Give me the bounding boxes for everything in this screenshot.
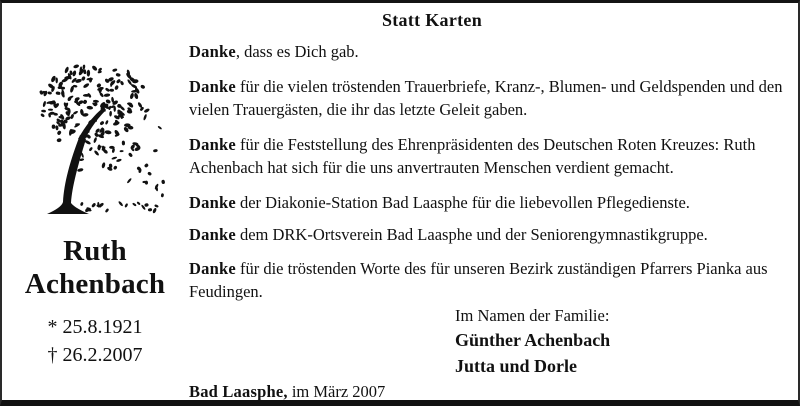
thanks-lead-word: Danke (189, 225, 236, 244)
thanks-paragraph (189, 40, 795, 63)
thanks-text: für die tröstenden Worte des für unseren Bezirk zuständigen Pfarrers Pianka aus Feudingen. (189, 259, 768, 301)
thanks-paragraph (189, 257, 795, 303)
thanks-text: dem DRK-Ortsverein Bad Laasphe und der Seniorengymnastikgruppe. (235, 225, 708, 244)
thanks-paragraph (189, 191, 795, 214)
deceased-last-name: Achenbach (24, 268, 166, 300)
tree-illustration (18, 51, 170, 217)
deceased-first-name: Ruth (63, 235, 127, 267)
thanks-lead-word: Danke (189, 42, 236, 61)
memorial-column (2, 3, 188, 400)
thanks-lead-word: Danke (189, 135, 236, 154)
life-dates (2, 313, 188, 369)
deceased-name (2, 235, 188, 301)
date-text: im März 2007 (287, 382, 386, 401)
family-signature-block (455, 304, 795, 379)
thanks-text: der Diakonie-Station Bad Laasphe für die liebevollen Pflegedienste. (235, 193, 690, 212)
thanks-paragraph (189, 75, 795, 121)
thanks-lead-word: Danke (189, 77, 236, 96)
birth-date: * 25.8.1921 (47, 316, 143, 338)
place-name: Bad Laasphe, (189, 382, 288, 401)
family-intro: Im Namen der Familie: (455, 306, 610, 325)
thanks-column (189, 40, 795, 402)
family-member-name: Jutta und Dorle (455, 356, 578, 376)
thanks-lead-word: Danke (189, 259, 236, 278)
family-member-name: Günther Achenbach (455, 330, 611, 350)
death-date: † 26.2.2007 (47, 344, 143, 366)
thanks-text: für die Feststellung des Ehrenpräsidenten des Deutschen Roten Kreuzes: Ruth Achenbach hat sich für die uns anvertrauten Menschen verdient gemacht. (189, 135, 756, 177)
place-date-line (189, 382, 795, 402)
thanks-paragraph (189, 223, 795, 246)
thanks-text: für die vielen tröstenden Trauerbriefe, Kranz-, Blumen- und Geldspenden und den vielen Trauergästen, die ihr das letzte Geleit gaben. (189, 77, 783, 119)
thanks-paragraph (189, 133, 795, 179)
tree-with-falling-leaves-icon (18, 51, 170, 217)
thanks-text: , dass es Dich gab. (235, 42, 359, 61)
thanks-lead-word: Danke (189, 193, 236, 212)
notice-header: Statt Karten (381, 10, 483, 30)
